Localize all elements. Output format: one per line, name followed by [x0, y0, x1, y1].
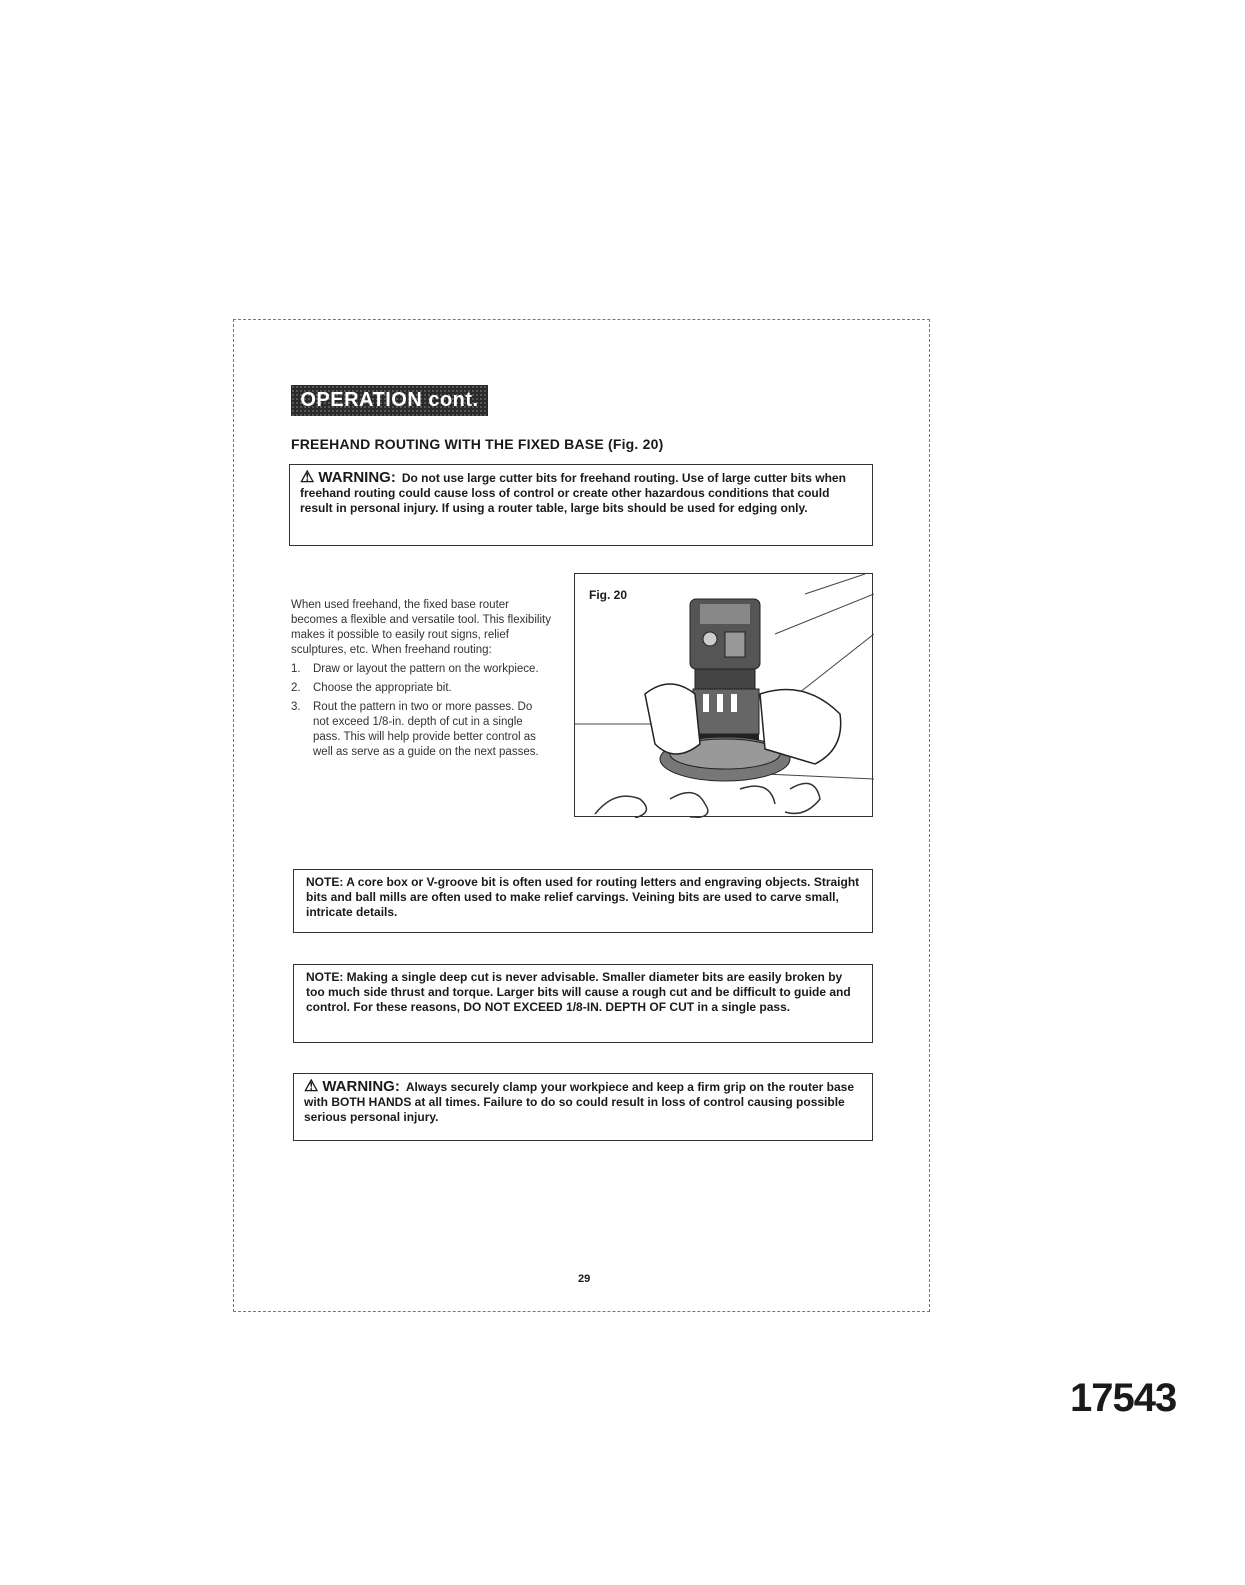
note-box-1: NOTE: A core box or V-groove bit is often used for routing letters and engraving objects. Straight bits and ball mills are often used to make relief carvings. Veining bits are used to carve small, intricate details.: [293, 869, 873, 933]
note-box-2: NOTE: Making a single deep cut is never advisable. Smaller diameter bits are easily broken by too much side thrust and torque. Larger bits will cause a rough cut and be difficult to guide and control. For these reasons, DO NOT EXCEED 1/8-IN. DEPTH OF CUT in a single pass.: [293, 964, 873, 1043]
warning-box-2: [293, 1073, 873, 1141]
warning-label: WARNING:: [322, 1078, 400, 1095]
warning-label: WARNING:: [318, 469, 396, 486]
intro-paragraph: When used freehand, the fixed base router becomes a flexible and versatile tool. This flexibility makes it possible to easily rout signs, relief sculptures, etc. When freehand routing:: [291, 599, 551, 656]
step-item: 3. Rout the pattern in two or more passes. Do not exceed 1/8-in. depth of cut in a single pass. This will help provide better control as well as serve as a guide on the next passes.: [291, 701, 539, 758]
section-banner: OPERATION cont.: [291, 385, 488, 416]
warning-text: Do not use large cutter bits for freehand routing. Use of large cutter bits when freehand routing could cause loss of control or create other hazardous conditions that could result in personal injury. If using a router table, large bits should be used for edging only.: [300, 471, 846, 515]
intro-text: [291, 598, 551, 764]
warning-text: Always securely clamp your workpiece and keep a firm grip on the router base with BOTH HANDS at all times. Failure to do so could result in loss of control causing possible serious personal injury.: [304, 1080, 854, 1124]
step-item: 1. Draw or layout the pattern on the workpiece.: [291, 663, 539, 675]
warning-box-1: [289, 464, 873, 546]
step-item: 2. Choose the appropriate bit.: [291, 682, 452, 694]
section-heading: FREEHAND ROUTING WITH THE FIXED BASE (Fig. 20): [291, 436, 664, 452]
warning-triangle-icon: ⚠: [300, 469, 315, 486]
figure-router-illustration: [574, 573, 873, 817]
document-number: 17543: [1070, 1376, 1177, 1420]
warning-triangle-icon: ⚠: [304, 1078, 319, 1095]
figure-label: Fig. 20: [589, 588, 628, 602]
steps-list: [291, 662, 551, 760]
router-illustration: [575, 574, 874, 818]
page-number: 29: [578, 1273, 591, 1285]
